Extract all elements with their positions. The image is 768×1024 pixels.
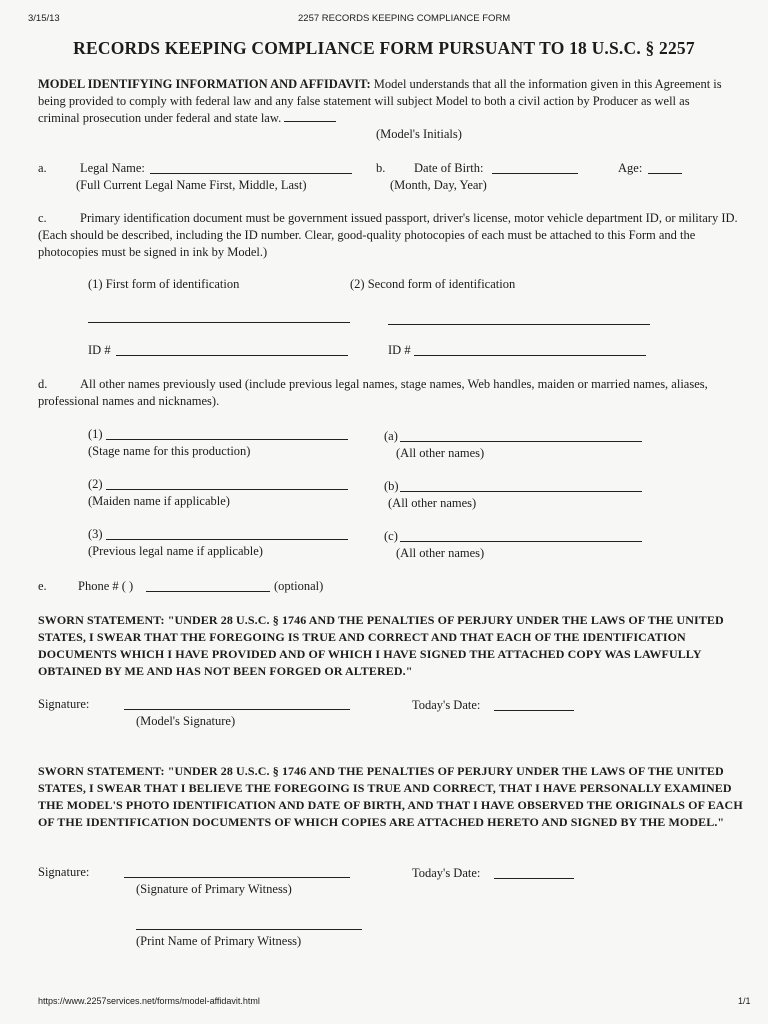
- other-name-a-field[interactable]: [400, 441, 642, 442]
- witness-print-name-caption: (Print Name of Primary Witness): [136, 934, 302, 948]
- intro-paragraph: [38, 76, 728, 127]
- footer-url: https://www.2257services.net/forms/model-affidavit.html: [38, 996, 260, 1006]
- section-a-marker: a.: [38, 161, 47, 175]
- name-2-number: (2): [88, 477, 103, 491]
- second-id-label: (2) Second form of identification: [350, 277, 516, 291]
- name-1-number: (1): [88, 427, 103, 441]
- print-form-name: 2257 RECORDS KEEPING COMPLIANCE FORM: [298, 13, 511, 24]
- other-name-c-caption: (All other names): [396, 546, 485, 560]
- legal-name-field[interactable]: [150, 173, 352, 174]
- dob-caption: (Month, Day, Year): [390, 178, 487, 192]
- previous-legal-name-caption: (Previous legal name if applicable): [88, 544, 263, 558]
- witness-signature-caption: (Signature of Primary Witness): [136, 882, 292, 896]
- model-sworn-statement: SWORN STATEMENT: "UNDER 28 U.S.C. § 1746 AND THE PENALTIES OF PERJURY UNDER THE LAWS OF THE UNITED STATES, I SWEAR THAT THE FOREGOING IS TRUE AND CORRECT AND THAT EACH OF THE IDENTIFICATION DOCUMENTS WHICH I HAVE PROVIDED AND OF WHICH I HAVE SIGNED THE ATTACHED COPY WAS LAWFULLY OBTAINED BY ME AND HAS NOT BEEN FORGED OR ALTERED.": [38, 613, 724, 678]
- second-id-number-field[interactable]: [414, 355, 646, 356]
- first-id-number-field[interactable]: [116, 355, 348, 356]
- model-date-label: Today's Date:: [412, 698, 481, 712]
- other-name-a-caption: (All other names): [396, 446, 485, 460]
- section-d-marker: d.: [38, 377, 48, 391]
- dob-field[interactable]: [492, 173, 578, 174]
- witness-sworn-statement: SWORN STATEMENT: "UNDER 28 U.S.C. § 1746 AND THE PENALTIES OF PERJURY UNDER THE LAWS OF THE UNITED STATES, I SWEAR THAT I BELIEVE THE FOREGOING IS TRUE AND CORRECT, THAT I HAVE PERSONALLY EXAMINED THE MODEL'S PHOTO IDENTIFICATION AND DATE OF BIRTH, AND THAT I HAVE OBSERVED THE ORIGINALS OF EACH OF THE IDENTIFICATION DOCUMENTS OF WHICH COPIES ARE ATTACHED HERETO AND SIGNED BY THE MODEL.": [38, 764, 743, 829]
- initials-caption: (Model's Initials): [376, 127, 462, 141]
- intro-heading: MODEL IDENTIFYING INFORMATION AND AFFIDAVIT:: [38, 77, 371, 91]
- print-date: 3/15/13: [28, 13, 60, 24]
- name-b-letter: (b): [384, 479, 399, 493]
- phone-optional: (optional): [274, 579, 324, 593]
- other-name-c-field[interactable]: [400, 541, 642, 542]
- witness-print-name-field[interactable]: [136, 929, 362, 930]
- previous-legal-name-field[interactable]: [106, 539, 348, 540]
- intro-text: Model understands that all the information given in this Agreement is being provided to comply with federal law and any false statement will subject Model to both a civil action by Producer as well as criminal prosecution under federal and state law.: [38, 77, 722, 125]
- name-a-letter: (a): [384, 429, 398, 443]
- first-id-number-label: ID #: [88, 343, 111, 357]
- first-id-field[interactable]: [88, 322, 350, 323]
- model-signature-label: Signature:: [38, 697, 90, 711]
- name-3-number: (3): [88, 527, 103, 541]
- age-field[interactable]: [648, 173, 682, 174]
- legal-name-caption: (Full Current Legal Name First, Middle, Last): [76, 178, 307, 192]
- section-d-text: All other names previously used (include previous legal names, stage names, Web handles, maiden or married names, aliases, professional names and nicknames).: [38, 377, 708, 408]
- model-signature-field[interactable]: [124, 709, 350, 710]
- phone-label: Phone # ( ): [78, 579, 134, 593]
- maiden-name-caption: (Maiden name if applicable): [88, 494, 230, 508]
- page-title: RECORDS KEEPING COMPLIANCE FORM PURSUANT TO 18 U.S.C. § 2257: [73, 38, 695, 58]
- legal-name-label: Legal Name:: [80, 161, 145, 175]
- section-e-marker: e.: [38, 579, 47, 593]
- second-id-field[interactable]: [388, 324, 650, 325]
- age-label: Age:: [618, 161, 643, 175]
- first-id-label: (1) First form of identification: [88, 277, 240, 291]
- model-signature-caption: (Model's Signature): [136, 714, 236, 728]
- initials-line[interactable]: [284, 121, 336, 122]
- second-id-number-label: ID #: [388, 343, 411, 357]
- stage-name-field[interactable]: [106, 439, 348, 440]
- witness-date-field[interactable]: [494, 878, 574, 879]
- model-date-field[interactable]: [494, 710, 574, 711]
- section-c-text: Primary identification document must be government issued passport, driver's license, motor vehicle department ID, or military ID. (Each should be described, including the ID number. Clear, good-quality photocopies of each must be attached to this Form and the photocopies must be signed in ink by Model.): [38, 211, 738, 259]
- footer-page-number: 1/1: [738, 996, 751, 1006]
- dob-label: Date of Birth:: [414, 161, 484, 175]
- witness-signature-field[interactable]: [124, 877, 350, 878]
- section-b-marker: b.: [376, 161, 386, 175]
- other-name-b-caption: (All other names): [388, 496, 477, 510]
- phone-field[interactable]: [146, 591, 270, 592]
- witness-signature-label: Signature:: [38, 865, 90, 879]
- stage-name-caption: (Stage name for this production): [88, 444, 251, 458]
- maiden-name-field[interactable]: [106, 489, 348, 490]
- name-c-letter: (c): [384, 529, 398, 543]
- other-name-b-field[interactable]: [400, 491, 642, 492]
- section-c-marker: c.: [38, 211, 47, 225]
- witness-date-label: Today's Date:: [412, 866, 481, 880]
